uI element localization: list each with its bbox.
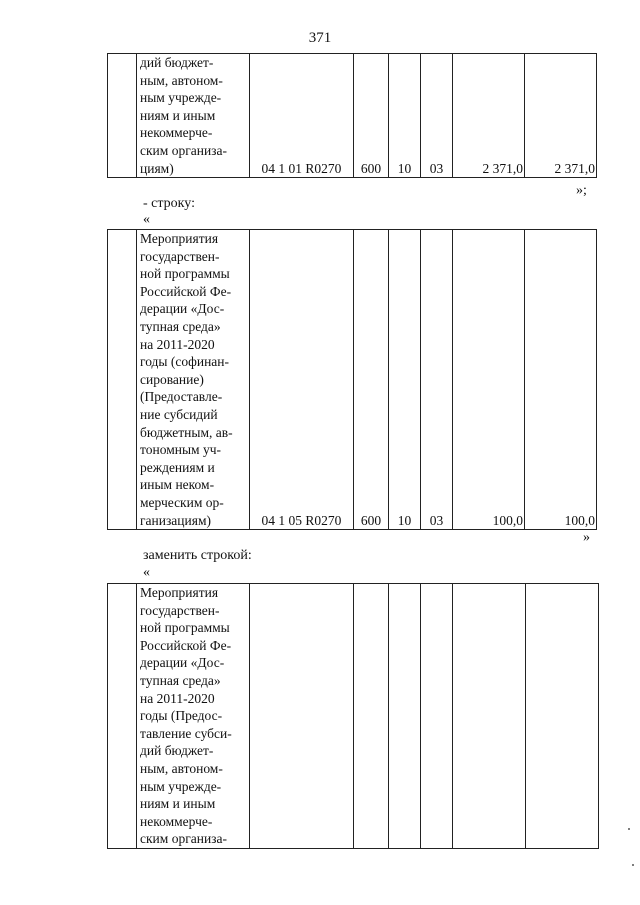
description-line: ниям и иным: [140, 107, 216, 123]
vr-cell: 600: [354, 54, 389, 178]
amount-cell: 2 371,0: [525, 54, 597, 178]
table-row: [108, 230, 597, 530]
scan-speck: [628, 828, 630, 830]
description-line: тавление субси-: [140, 725, 232, 741]
description-line: ной программы: [140, 266, 230, 282]
pr-cell: [421, 584, 453, 849]
description-line: тупная среда»: [140, 672, 221, 688]
description-line: дий бюджет-: [140, 55, 214, 70]
scan-speck: [632, 864, 634, 866]
description-cell: [137, 54, 250, 178]
amount-cell: [526, 584, 599, 849]
description-line: Мероприятия: [140, 231, 219, 246]
index-cell: [108, 230, 137, 530]
code-cell: 04 1 01 R0270: [250, 54, 354, 178]
description-line: бюджетным, ав-: [140, 424, 233, 440]
open-quote: «: [143, 212, 150, 227]
description-cell: [137, 230, 250, 530]
description-line: тупная среда»: [140, 318, 221, 334]
description-line: государствен-: [140, 248, 220, 264]
description-line: ной программы: [140, 620, 230, 636]
table-row: [108, 584, 599, 849]
description-line: сирование): [140, 371, 204, 387]
open-quote: «: [143, 565, 150, 580]
description-line: тономным уч-: [140, 442, 221, 458]
rz-cell: [389, 584, 421, 849]
amount-cell: [453, 584, 526, 849]
index-cell: [108, 54, 137, 178]
description-line: годы (Предос-: [140, 708, 223, 724]
budget-table-new-row: [107, 583, 599, 849]
instruction-text: заменить строкой:: [143, 548, 252, 563]
description-line: (Предоставле-: [140, 389, 223, 405]
description-line: ным учрежде-: [140, 90, 222, 106]
description-line: ние субсидий: [140, 406, 218, 422]
budget-table-old-row: [107, 229, 597, 530]
description-line: дий бюджет-: [140, 743, 214, 759]
description-line: Российской Фе-: [140, 637, 232, 653]
description-line: мерческим ор-: [140, 494, 224, 510]
vr-cell: 600: [354, 230, 389, 530]
description-line: ским организа-: [140, 831, 227, 847]
close-quote: »: [583, 530, 590, 545]
page-number: 371: [308, 30, 332, 46]
description-line: ным учрежде-: [140, 778, 222, 794]
description-line: дерации «Дос-: [140, 655, 225, 671]
code-cell: [250, 584, 354, 849]
description-line: ским организа-: [140, 142, 227, 158]
description-line: ниям и иным: [140, 796, 216, 812]
vr-cell: [354, 584, 389, 849]
pr-cell: 03: [421, 54, 453, 178]
description-line: циям): [140, 160, 174, 176]
description-line: ным, автоном-: [140, 72, 223, 88]
description-line: иным неком-: [140, 477, 215, 493]
amount-cell: 100,0: [453, 230, 525, 530]
description-line: годы (софинан-: [140, 354, 230, 370]
description-line: государствен-: [140, 602, 220, 618]
rz-cell: 10: [389, 230, 421, 530]
amount-cell: 100,0: [525, 230, 597, 530]
amount-cell: 2 371,0: [453, 54, 525, 178]
description-line: дерации «Дос-: [140, 301, 225, 317]
description-line: Мероприятия: [140, 585, 219, 600]
description-line: на 2011-2020: [140, 336, 215, 352]
pr-cell: 03: [421, 230, 453, 530]
rz-cell: 10: [389, 54, 421, 178]
description-line: ным, автоном-: [140, 760, 223, 776]
index-cell: [108, 584, 137, 849]
description-line: некоммерче-: [140, 125, 213, 141]
description-line: некоммерче-: [140, 813, 213, 829]
budget-table-continued: [107, 53, 597, 178]
description-line: Российской Фе-: [140, 283, 232, 299]
description-cell: [137, 584, 250, 849]
description-line: реждениям и: [140, 459, 215, 475]
instruction-text: - строку:: [143, 196, 195, 211]
close-quote: »;: [576, 183, 587, 198]
table-row: [108, 54, 597, 178]
description-line: на 2011-2020: [140, 690, 215, 706]
description-line: ганизациям): [140, 512, 212, 528]
code-cell: 04 1 05 R0270: [250, 230, 354, 530]
